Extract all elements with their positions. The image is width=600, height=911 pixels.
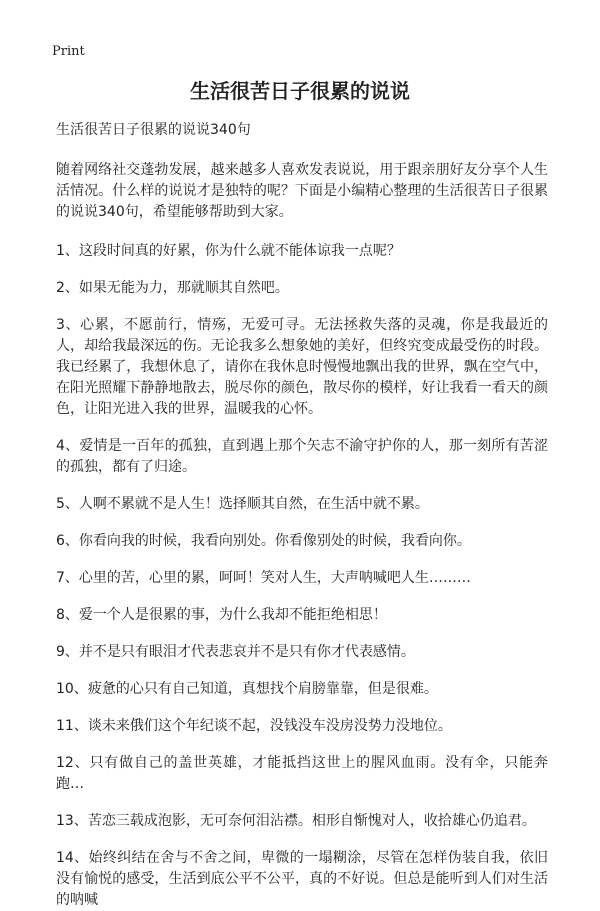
list-item: 4、爱情是一百年的孤独，直到遇上那个矢志不渝守护你的人，那一刻所有苦涩的孤独，都有了归途。 xyxy=(56,438,548,475)
article-subtitle: 生活很苦日子很累的说说340句 xyxy=(56,122,251,138)
list-item: 13、苦恋三载成泡影，无可奈何泪沾襟。相形自惭愧对人，收拾雄心仍追君。 xyxy=(56,813,536,829)
article-intro: 随着网络社交蓬勃发展，越来越多人喜欢发表说说，用于跟亲朋好友分享个人生活情况。什么样的说说才是独特的呢？下面是小编精心整理的生活很苦日子很累的说说340句，希望能够帮助到大家。 xyxy=(56,162,548,220)
list-item: 12、只有做自己的盖世英雄，才能抵挡这世上的腥风血雨。没有伞，只能奔跑… xyxy=(56,755,548,792)
print-link[interactable]: Print xyxy=(52,44,85,59)
list-item: 6、你看向我的时候，我看向别处。你看像别处的时候，我看向你。 xyxy=(56,533,471,549)
list-item: 7、心里的苦，心里的累，呵呵！笑对人生，大声呐喊吧人生……… xyxy=(56,570,471,586)
list-item: 9、并不是只有眼泪才代表悲哀并不是只有你才代表感情。 xyxy=(56,644,415,660)
article-body xyxy=(56,120,548,911)
list-item: 10、疲惫的心只有自己知道，真想找个肩膀靠靠，但是很难。 xyxy=(56,681,438,697)
page-title: 生活很苦日子很累的说说 xyxy=(190,79,410,103)
list-item: 2、如果无能为力，那就顺其自然吧。 xyxy=(56,280,289,296)
list-item: 14、始终纠结在舍与不舍之间，卑微的一塌糊涂，尽管在怎样伪装自我，依旧没有愉悦的感受，生活到底公平不公平，真的不好说。但总是能听到人们对生活的呐喊 xyxy=(56,850,548,908)
list-item: 5、人啊不累就不是人生！选择顺其自然，在生活中就不累。 xyxy=(56,496,429,512)
list-item: 1、这段时间真的好累，你为什么就不能体谅我一点呢？ xyxy=(56,243,401,259)
list-item: 3、心累，不愿前行，情殇，无爱可寻。无法拯救失落的灵魂，你是我最近的人，却给我最深远的伤。无论我多么想象她的美好，但终究变成最受伤的时段。我已经累了，我想休息了，请你在我休息时慢慢地飘出我的世界，飘在空气中，在阳光照耀下静静地散去，脱尽你的颜色，散尽你的模样，好让我看一看天的颜色，让阳光进入我的世界，温暖我的心怀。 xyxy=(56,317,548,417)
list-item: 11、谈未来俄们这个年纪谈不起，没钱没车没房没势力没地位。 xyxy=(56,718,452,734)
list-item: 8、爱一个人是很累的事，为什么我却不能拒绝相思！ xyxy=(56,607,387,623)
